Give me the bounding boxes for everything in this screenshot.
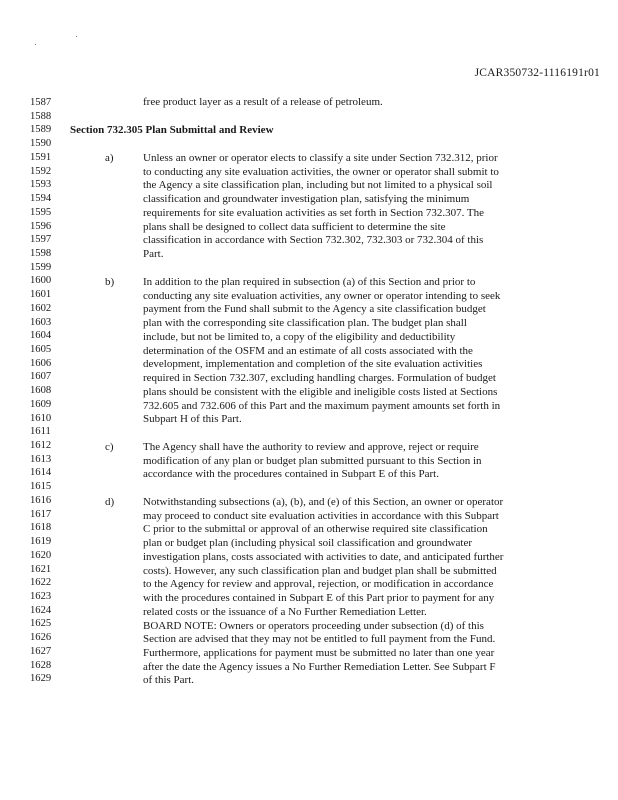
section-heading: Section 732.305 Plan Submittal and Review xyxy=(70,124,274,136)
text-line: 732.605 and 732.606 of this Part and the maximum payment amounts set forth in xyxy=(143,399,501,412)
line-number: 1591 xyxy=(30,151,52,163)
line-number: 1592 xyxy=(30,165,52,177)
line-number: 1617 xyxy=(30,508,52,520)
line-number: 1611 xyxy=(30,426,51,438)
line-number: 1626 xyxy=(30,632,52,644)
line-number: 1612 xyxy=(30,440,52,451)
line-number: 1621 xyxy=(30,563,52,575)
line-number: 1615 xyxy=(30,481,52,493)
scan-speck xyxy=(76,36,77,37)
text-line: the Agency a site classification plan, including but not limited to a physical soil xyxy=(143,179,493,192)
line-number: 1603 xyxy=(30,316,52,328)
text-line: development, implementation and completion of the site evaluation activities xyxy=(143,358,483,371)
subsection-b-marker: b) xyxy=(105,276,115,288)
text-line: The Agency shall have the authority to review and approve, reject or require xyxy=(143,441,479,453)
text-line: classification in accordance with Section 732.302, 732.303 or 732.304 of this xyxy=(143,234,484,247)
line-number: 1593 xyxy=(30,179,52,191)
line-number: 1619 xyxy=(30,536,52,547)
line-number: 1628 xyxy=(30,659,52,671)
text-line: classification and groundwater investigation plan, satisfying the minimum xyxy=(143,193,470,206)
intro-line: free product layer as a result of a release of petroleum. xyxy=(143,96,383,108)
line-number: 1587 xyxy=(30,97,52,108)
line-number: 1613 xyxy=(30,453,52,465)
line-number: 1627 xyxy=(30,645,52,657)
line-number: 1620 xyxy=(30,549,52,561)
line-number: 1609 xyxy=(30,398,52,410)
text-line: investigation plans, costs associated with activities to date, and anticipated further xyxy=(143,550,504,563)
line-number: 1604 xyxy=(30,330,52,342)
text-line: plans should be consistent with the eligible and ineligible costs listed at Sections xyxy=(143,385,498,398)
text-line: BOARD NOTE: Owners or operators proceeding under subsection (d) of this xyxy=(143,619,484,632)
text-line: with the procedures contained in Subpart E of this Part prior to payment for any xyxy=(143,592,495,604)
scan-speck xyxy=(35,44,36,45)
text-line: Furthermore, applications for payment must be submitted no later than one year xyxy=(143,646,495,659)
text-line: plan with the corresponding site classification plan. The budget plan shall xyxy=(143,317,467,330)
line-number: 1614 xyxy=(30,467,52,479)
subsection-d-marker: d) xyxy=(105,496,115,508)
line-number: 1618 xyxy=(30,522,52,534)
line-number: 1606 xyxy=(30,357,52,369)
text-line: Part. xyxy=(143,248,164,260)
line-number: 1597 xyxy=(30,234,52,246)
text-line: accordance with the procedures contained in Subpart E of this Part. xyxy=(143,468,439,481)
line-number: 1608 xyxy=(30,385,52,397)
line-number: 1629 xyxy=(30,673,52,685)
text-line: Unless an owner or operator elects to classify a site under Section 732.312, prior xyxy=(143,152,498,164)
text-line: Subpart H of this Part. xyxy=(143,413,242,426)
text-line: modification of any plan or budget plan submitted pursuant to this Section in xyxy=(143,454,482,467)
text-line: Section are advised that they may not be entitled to full payment from the Fund. xyxy=(143,633,496,646)
text-line: related costs or the issuance of a No Further Remediation Letter. xyxy=(143,605,427,618)
line-number: 1590 xyxy=(30,138,52,150)
line-number: 1595 xyxy=(30,206,52,218)
text-line: determination of the OSFM and an estimate of all costs associated with the xyxy=(143,344,473,357)
line-number: 1602 xyxy=(30,302,52,314)
text-line: to the Agency for review and approval, rejection, or modification in accordance xyxy=(143,578,494,591)
line-number: 1625 xyxy=(30,618,52,630)
text-line: after the date the Agency issues a No Further Remediation Letter. See Subpart F xyxy=(143,660,496,673)
text-line: to conducting any site evaluation activities, the owner or operator shall submit to xyxy=(143,165,499,178)
text-line: of this Part. xyxy=(143,674,195,687)
text-line: In addition to the plan required in subsection (a) of this Section and prior to xyxy=(143,276,476,288)
line-number: 1599 xyxy=(30,261,52,273)
text-line: C prior to the submittal or approval of an otherwise required site classification xyxy=(143,523,488,536)
line-number: 1598 xyxy=(30,247,52,259)
line-number: 1594 xyxy=(30,193,52,204)
subsection-a-marker: a) xyxy=(105,152,114,164)
text-line: conducting any site evaluation activities, any owner or operator intending to seek xyxy=(143,289,501,302)
line-number: 1622 xyxy=(30,577,52,589)
text-line: required in Section 732.307, excluding handling charges. Formulation of budget xyxy=(143,372,496,384)
document-id: JCAR350732-1116191r01 xyxy=(474,67,600,79)
line-number: 1610 xyxy=(30,412,52,424)
line-number: 1623 xyxy=(30,590,52,602)
text-line: include, but not be limited to, a copy of the eligibility and deductibility xyxy=(143,330,456,343)
line-number: 1600 xyxy=(30,275,52,287)
text-line: plans shall be designed to collect data sufficient to determine the site xyxy=(143,220,446,233)
subsection-c-marker: c) xyxy=(105,441,114,453)
line-number: 1605 xyxy=(30,344,52,355)
text-line: payment from the Fund shall submit to the Agency a site classification budget xyxy=(143,303,486,316)
line-number: 1588 xyxy=(30,110,52,122)
line-number: 1601 xyxy=(30,289,52,301)
text-line: may proceed to conduct site evaluation activities in accordance with this Subpart xyxy=(143,509,499,522)
text-line: costs). However, any such classification plan and budget plan shall be submitted xyxy=(143,564,497,577)
line-number: 1607 xyxy=(30,371,52,383)
line-number: 1589 xyxy=(30,124,52,136)
text-line: Notwithstanding subsections (a), (b), and (e) of this Section, an owner or operator xyxy=(143,496,504,508)
text-line: requirements for site evaluation activities as set forth in Section 732.307. The xyxy=(143,206,485,219)
line-number: 1624 xyxy=(30,604,52,616)
line-number: 1596 xyxy=(30,220,52,232)
line-number: 1616 xyxy=(30,494,52,506)
text-line: plan or budget plan (including physical soil classification and groundwater xyxy=(143,537,473,550)
